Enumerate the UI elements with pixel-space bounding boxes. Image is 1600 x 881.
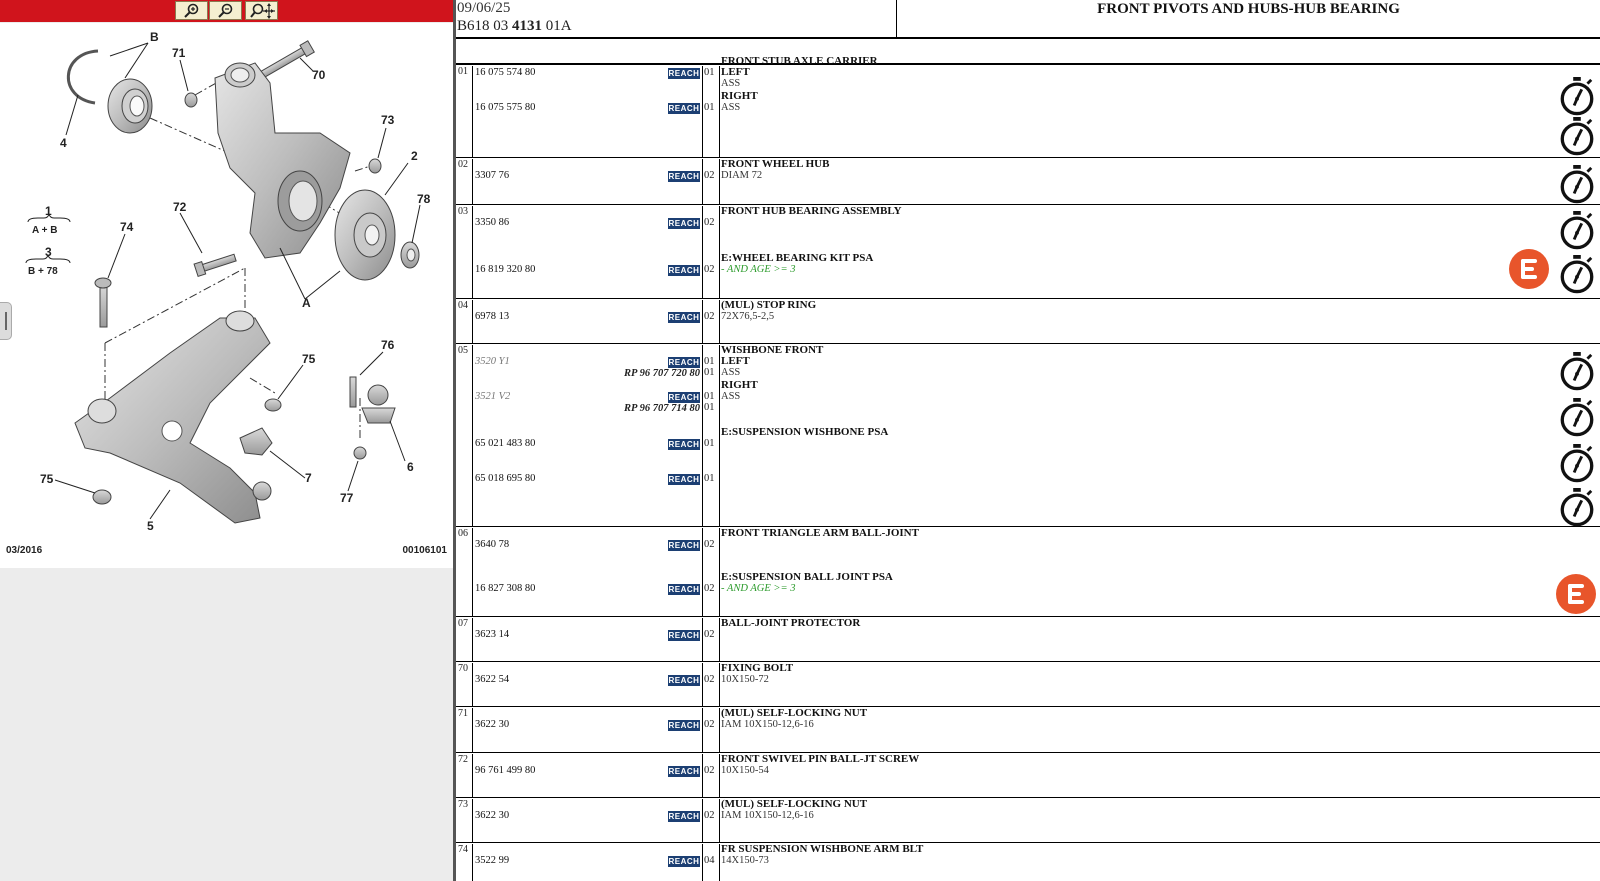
part-group	[456, 345, 1600, 527]
labour-time-icon[interactable]	[1558, 116, 1596, 156]
labour-time-icon[interactable]	[1558, 254, 1596, 294]
part-description	[721, 572, 893, 594]
description-detail: 72X76,5-2,5	[721, 311, 775, 322]
item-number: 05	[456, 345, 473, 526]
column-separator	[719, 618, 720, 661]
quantity: 01	[704, 391, 715, 402]
callout-6: 6	[407, 460, 414, 474]
labour-time-icon[interactable]	[1558, 351, 1596, 391]
callout-77: 77	[340, 491, 354, 505]
legend-1-formula: A + B	[32, 225, 58, 236]
item-number: 70	[456, 663, 473, 706]
column-separator	[719, 708, 720, 752]
part-description	[721, 708, 867, 730]
quantity: 01	[704, 102, 715, 113]
item-number: 04	[456, 300, 473, 343]
quantity: 01	[704, 367, 715, 378]
parts-list-panel	[456, 0, 1600, 881]
description-detail: 10X150-54	[721, 765, 769, 776]
quantity: 02	[704, 170, 715, 181]
panel-resize-handle[interactable]	[0, 302, 12, 340]
column-separator	[702, 528, 703, 616]
parts-illustration	[0, 23, 453, 568]
callout-71: 71	[172, 46, 186, 60]
callout-4: 4	[60, 136, 67, 150]
column-separator	[702, 844, 703, 881]
description-detail: 14X150-73	[721, 855, 769, 866]
description-title: (MUL) STOP RING	[721, 299, 817, 311]
part-group	[456, 799, 1600, 843]
reach-badge[interactable]: REACH	[668, 585, 700, 594]
zoom-in-icon	[182, 3, 202, 19]
column-separator	[702, 345, 703, 526]
description-title: E:SUSPENSION WISHBONE PSA	[721, 426, 889, 438]
reach-badge[interactable]: REACH	[668, 172, 700, 181]
eurorepar-icon[interactable]	[1509, 249, 1549, 289]
quantity: 01	[704, 473, 715, 484]
part-description	[721, 253, 873, 275]
part-description	[721, 345, 823, 378]
column-separator	[719, 159, 720, 204]
reach-badge[interactable]: REACH	[668, 358, 700, 367]
description-detail: ASS	[721, 391, 741, 402]
part-description	[721, 427, 888, 438]
quantity: 02	[704, 629, 715, 640]
column-separator	[702, 618, 703, 661]
callout-73: 73	[381, 113, 395, 127]
reach-badge[interactable]: REACH	[668, 104, 700, 113]
column-separator	[719, 799, 720, 842]
diagram-date: 03/2016	[6, 545, 43, 556]
part-number[interactable]: 16 819 320 80	[475, 264, 536, 275]
callout-74: 74	[120, 220, 134, 234]
column-separator	[702, 663, 703, 706]
labour-time-icon[interactable]	[1558, 443, 1596, 483]
zoom-out-icon	[216, 3, 236, 19]
quantity: 01	[704, 67, 715, 78]
callout-5: 5	[147, 519, 154, 533]
exploded-parts-diagram	[0, 23, 453, 568]
column-separator	[702, 754, 703, 797]
diagram-toolbar	[0, 0, 453, 22]
quantity: 01	[704, 438, 715, 449]
ref-suffix: 01A	[542, 18, 572, 34]
part-number[interactable]: 16 827 308 80	[475, 583, 536, 594]
zoom-in-button[interactable]	[175, 1, 208, 20]
legend-1-label: 1	[45, 204, 52, 218]
callout-A: A	[302, 296, 311, 310]
header-reference	[457, 17, 896, 35]
pan-icon	[249, 3, 275, 19]
description-title: LEFT	[721, 355, 750, 367]
applicability-note: - AND AGE >= 3	[721, 583, 796, 594]
quantity: 02	[704, 765, 715, 776]
part-group	[456, 55, 1600, 158]
callout-70: 70	[312, 68, 326, 82]
quantity: 02	[704, 217, 715, 228]
reach-badge[interactable]: REACH	[668, 767, 700, 776]
quantity: 04	[704, 855, 715, 866]
column-separator	[702, 300, 703, 343]
part-description	[721, 206, 902, 217]
description-title: FRONT WHEEL HUB	[721, 158, 830, 170]
description-title: BALL-JOINT PROTECTOR	[721, 617, 861, 629]
part-number[interactable]: 6978 13	[475, 311, 510, 322]
part-number[interactable]: 3622 30	[475, 810, 510, 821]
part-description	[721, 799, 867, 821]
item-number: 01	[456, 66, 473, 157]
part-description	[721, 528, 919, 539]
reach-badge[interactable]: REACH	[668, 475, 700, 484]
part-number[interactable]: 3623 14	[475, 629, 510, 640]
column-separator	[719, 663, 720, 706]
part-number[interactable]: 3521 V2	[475, 391, 511, 402]
description-detail: DIAM 72	[721, 170, 763, 181]
diagram-panel	[0, 0, 453, 881]
part-group	[456, 663, 1600, 707]
callout-72: 72	[173, 200, 187, 214]
reach-badge[interactable]: REACH	[668, 676, 700, 685]
description-title: E:SUSPENSION BALL JOINT PSA	[721, 571, 893, 583]
description-detail: 10X150-72	[721, 674, 769, 685]
part-number[interactable]: 65 021 483 80	[475, 438, 536, 449]
ref-bold: 4131	[512, 18, 543, 34]
part-number[interactable]: 65 018 695 80	[475, 473, 536, 484]
ref-prefix: B618 03	[457, 18, 513, 34]
part-description	[721, 56, 878, 89]
quantity: 02	[704, 311, 715, 322]
description-title: FR SUSPENSION WISHBONE ARM BLT	[721, 843, 924, 855]
reach-badge[interactable]: REACH	[668, 266, 700, 275]
diagram-image-ref: 00106101	[402, 545, 447, 556]
quantity: 01	[704, 402, 715, 413]
eurorepar-icon[interactable]	[1556, 574, 1596, 614]
header-ref-block	[456, 0, 897, 38]
part-description	[721, 159, 829, 181]
parts-list-header	[456, 0, 1600, 39]
part-number[interactable]: 96 761 499 80	[475, 765, 536, 776]
part-number[interactable]: 3622 54	[475, 674, 510, 685]
description-title: FIXING BOLT	[721, 662, 794, 674]
part-description	[721, 380, 758, 402]
description-title: LEFT	[721, 66, 750, 78]
reach-badge[interactable]: REACH	[668, 812, 700, 821]
item-number: 74	[456, 844, 473, 881]
part-description	[721, 618, 860, 629]
description-title: FRONT HUB BEARING ASSEMBLY	[721, 205, 902, 217]
part-number[interactable]: 3520 Y1	[475, 356, 510, 367]
callout-B: B	[150, 30, 159, 44]
part-group	[456, 708, 1600, 753]
item-number: 03	[456, 206, 473, 298]
column-separator	[702, 206, 703, 298]
labour-time-icon[interactable]	[1558, 210, 1596, 250]
reach-badge[interactable]: REACH	[668, 393, 700, 402]
column-separator	[702, 66, 703, 157]
description-detail: IAM 10X150-12,6-16	[721, 810, 814, 821]
description-title: RIGHT	[721, 90, 758, 102]
column-separator	[719, 754, 720, 797]
pan-button[interactable]	[245, 1, 278, 20]
description-title: WISHBONE FRONT	[721, 344, 824, 356]
description-title: FRONT SWIVEL PIN BALL-JT SCREW	[721, 753, 920, 765]
part-group	[456, 754, 1600, 798]
labour-time-icon[interactable]	[1558, 76, 1596, 116]
reach-badge[interactable]: REACH	[668, 69, 700, 78]
item-number: 06	[456, 528, 473, 616]
part-description	[721, 91, 758, 113]
part-number[interactable]: 3350 86	[475, 217, 510, 228]
labour-time-icon[interactable]	[1558, 397, 1596, 437]
description-detail: ASS	[721, 78, 741, 89]
item-number: 02	[456, 159, 473, 204]
description-title: E:WHEEL BEARING KIT PSA	[721, 252, 874, 264]
callout-7: 7	[305, 471, 312, 485]
column-separator	[702, 708, 703, 752]
reach-badge[interactable]: REACH	[668, 721, 700, 730]
part-number[interactable]: 3640 78	[475, 539, 510, 550]
column-separator	[719, 206, 720, 298]
reach-badge[interactable]: REACH	[668, 541, 700, 550]
description-title: (MUL) SELF-LOCKING NUT	[721, 707, 868, 719]
quantity: 02	[704, 539, 715, 550]
column-separator	[702, 799, 703, 842]
reach-badge[interactable]: REACH	[668, 857, 700, 866]
description-title: FRONT STUB AXLE CARRIER	[721, 55, 878, 67]
column-separator	[719, 345, 720, 526]
description-title: RIGHT	[721, 379, 758, 391]
part-group	[456, 159, 1600, 205]
page-title: FRONT PIVOTS AND HUBS-HUB BEARING	[1097, 1, 1400, 17]
part-number[interactable]: 16 075 574 80	[475, 67, 536, 78]
legend-3-label: 3	[45, 245, 52, 259]
part-description	[721, 844, 923, 866]
callout-76: 76	[381, 338, 395, 352]
zoom-out-button[interactable]	[209, 1, 242, 20]
part-description	[721, 754, 919, 776]
column-separator	[719, 66, 720, 157]
item-number: 07	[456, 618, 473, 661]
header-date: 09/06/25	[457, 0, 511, 16]
item-number: 72	[456, 754, 473, 797]
part-description	[721, 300, 816, 322]
item-number: 71	[456, 708, 473, 752]
part-group	[456, 618, 1600, 662]
quantity: 02	[704, 583, 715, 594]
description-detail: ASS	[721, 102, 741, 113]
description-detail: ASS	[721, 367, 741, 378]
part-group	[456, 844, 1600, 881]
part-number[interactable]: 3622 30	[475, 719, 510, 730]
quantity: 02	[704, 264, 715, 275]
part-group	[456, 206, 1600, 299]
header-band	[456, 41, 1600, 65]
callout-78: 78	[417, 192, 431, 206]
callout-75b: 75	[40, 472, 54, 486]
legend-3-formula: B + 78	[28, 266, 58, 277]
applicability-note: - AND AGE >= 3	[721, 264, 796, 275]
quantity: 02	[704, 674, 715, 685]
column-separator	[719, 844, 720, 881]
part-group	[456, 300, 1600, 344]
callout-75: 75	[302, 352, 316, 366]
replacement-part-number[interactable]: RP 96 707 720 80	[623, 368, 700, 379]
column-separator	[719, 528, 720, 616]
part-description	[721, 663, 793, 685]
part-number[interactable]: 16 075 575 80	[475, 102, 536, 113]
reach-badge[interactable]: REACH	[668, 219, 700, 228]
description-title: (MUL) SELF-LOCKING NUT	[721, 798, 868, 810]
reach-badge[interactable]: REACH	[668, 440, 700, 449]
reach-badge[interactable]: REACH	[668, 631, 700, 640]
labour-time-icon[interactable]	[1558, 164, 1596, 204]
callout-2: 2	[411, 149, 418, 163]
quantity: 02	[704, 719, 715, 730]
part-number[interactable]: 3522 99	[475, 855, 510, 866]
column-separator	[719, 300, 720, 343]
column-separator	[702, 159, 703, 204]
replacement-part-number[interactable]: RP 96 707 714 80	[623, 403, 700, 414]
quantity: 01	[704, 356, 715, 367]
reach-badge[interactable]: REACH	[668, 313, 700, 322]
part-number[interactable]: 3307 76	[475, 170, 510, 181]
description-detail: IAM 10X150-12,6-16	[721, 719, 814, 730]
labour-time-icon[interactable]	[1558, 487, 1596, 527]
part-group	[456, 528, 1600, 617]
quantity: 02	[704, 810, 715, 821]
item-number: 73	[456, 799, 473, 842]
description-title: FRONT TRIANGLE ARM BALL-JOINT	[721, 527, 919, 539]
